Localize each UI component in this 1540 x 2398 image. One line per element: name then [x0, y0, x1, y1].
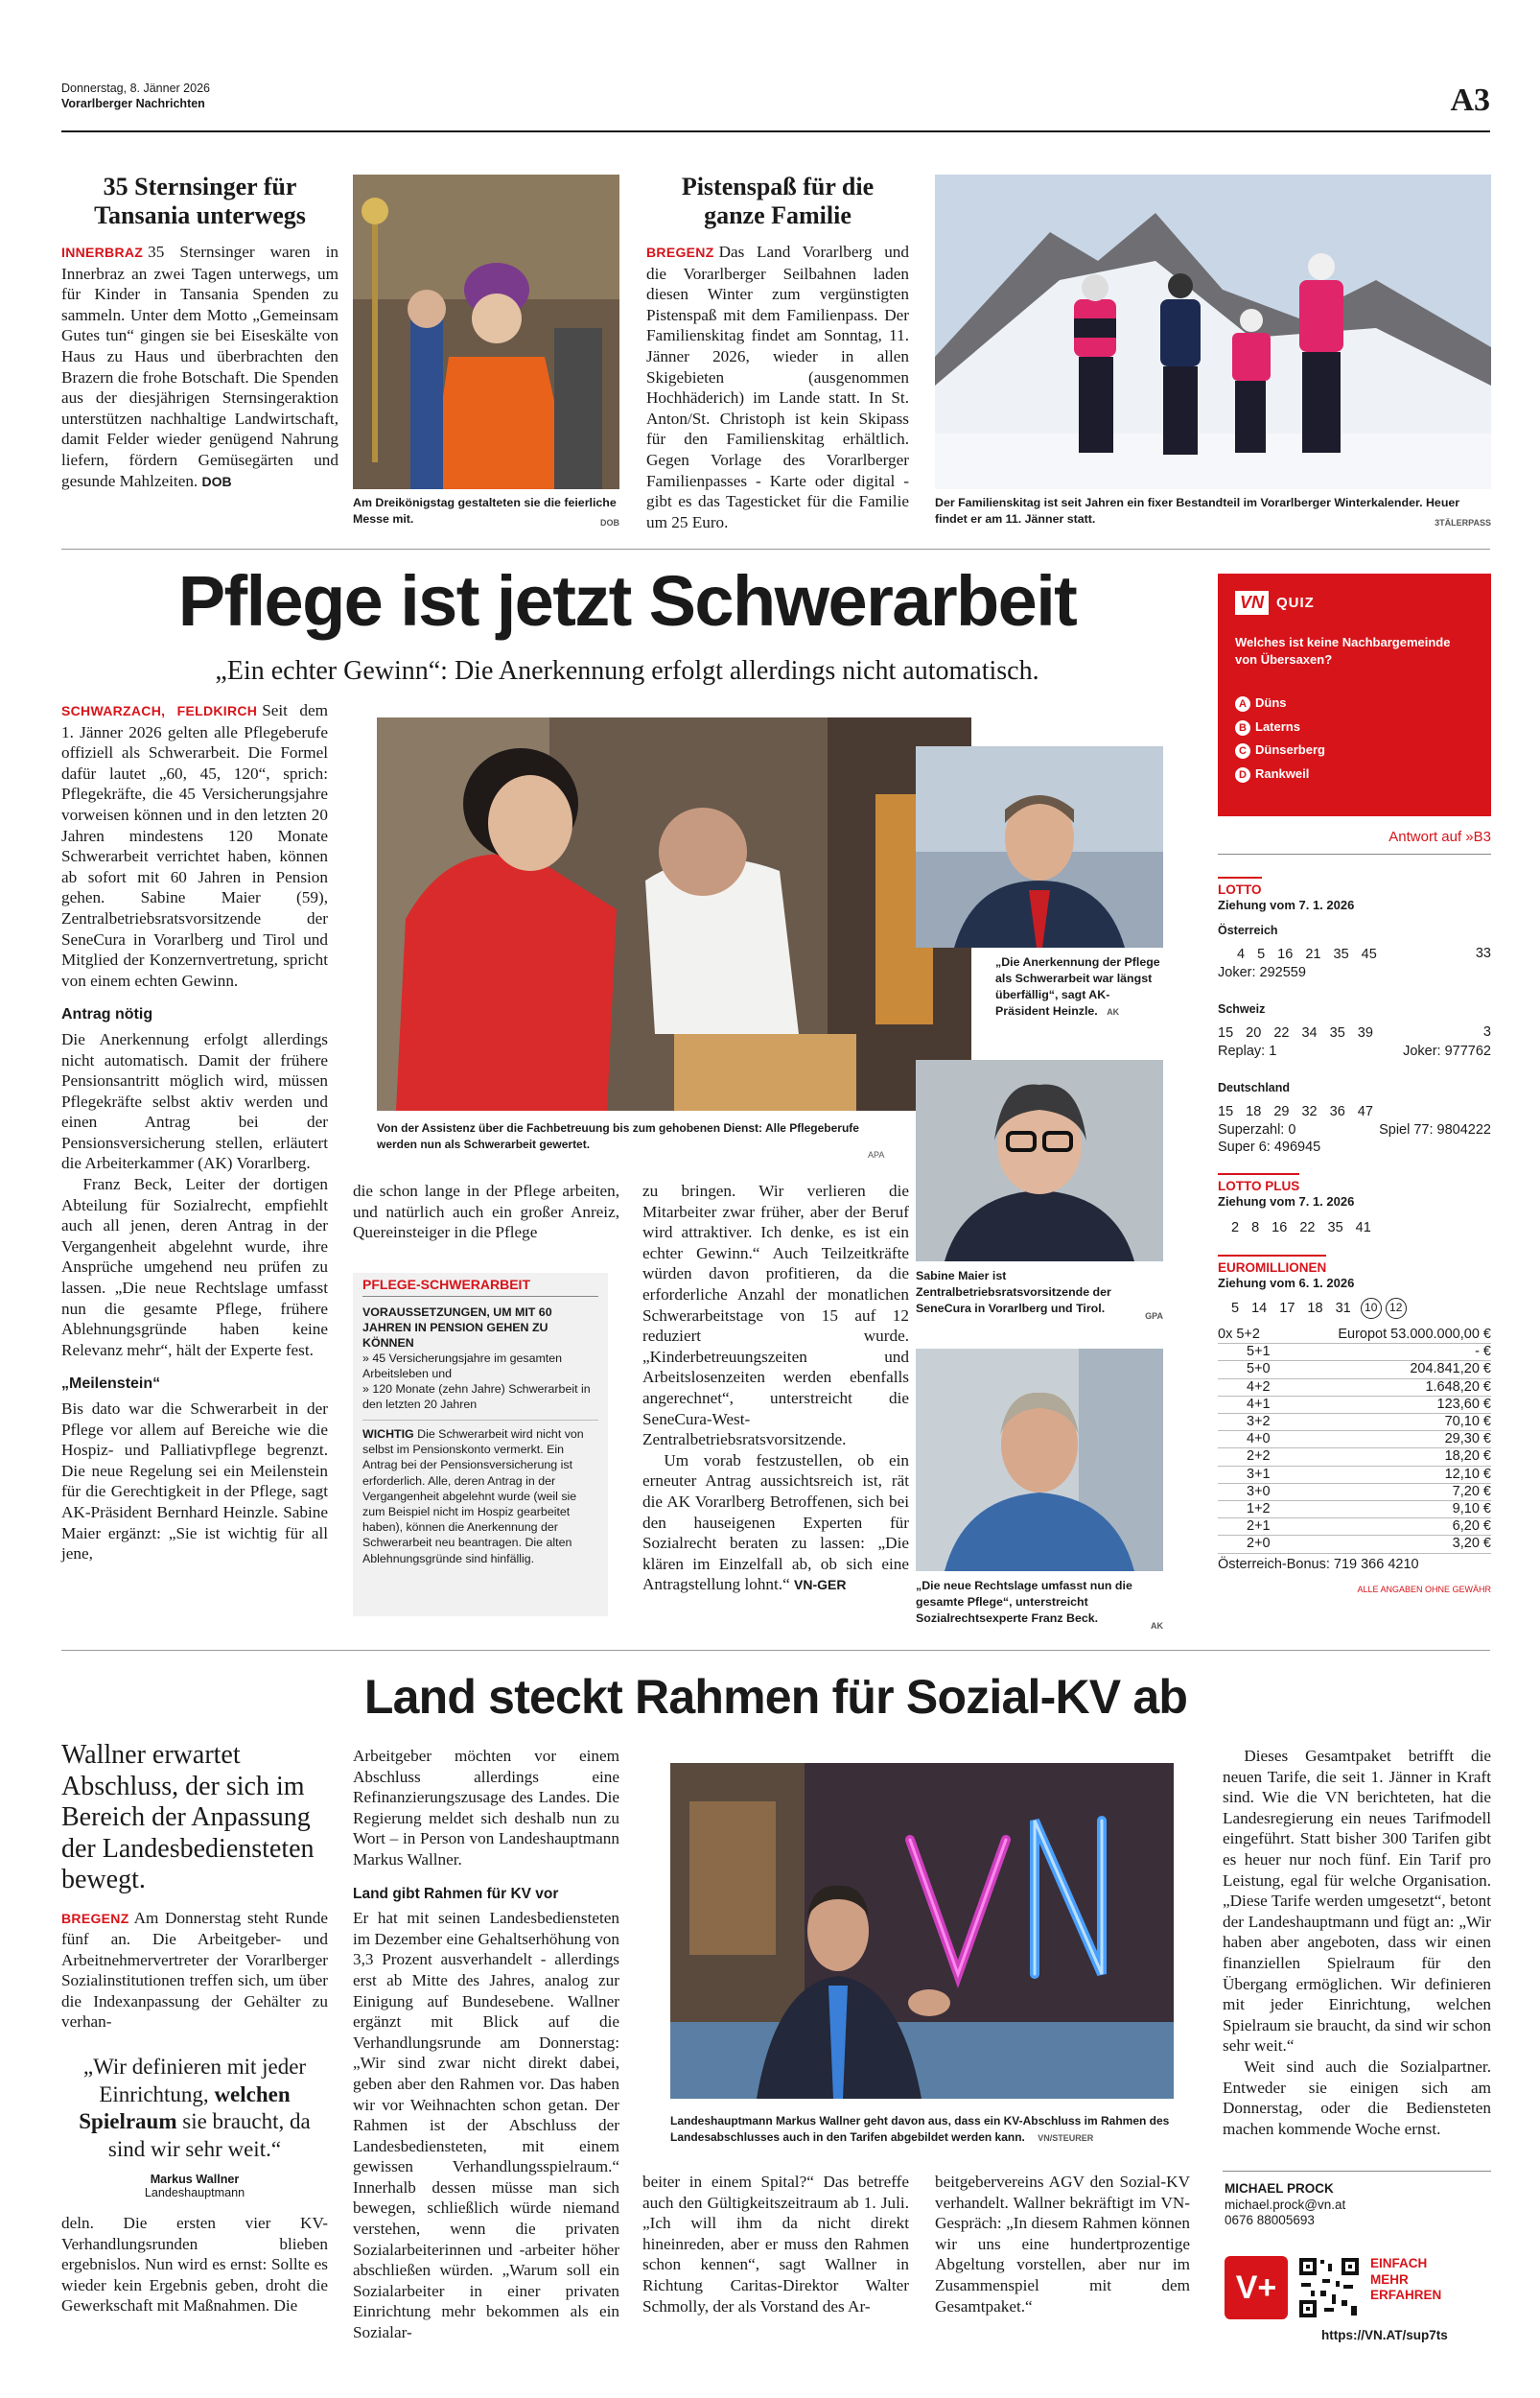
- lotto-title: LOTTO: [1218, 877, 1262, 897]
- lotto-plus-title: LOTTO PLUS: [1218, 1173, 1299, 1193]
- info-box-heading: VORAUSSETZUNGEN, UM MIT 60 JAHREN IN PENSION GEHEN ZU KÖNNEN: [362, 1305, 552, 1350]
- pflege-subhead-antrag: Antrag nötig: [61, 1006, 153, 1023]
- lotto-at-numbers: 4 5 16 21 35 45: [1237, 947, 1377, 962]
- info-box-wichtig: WICHTIG: [362, 1427, 414, 1441]
- sozial-col2: Arbeitgeber möchten vor einem Abschluss allerdings eine Refinanzierungszusage des Landes. Die Regierung meldet sich deshalb nun zu Wort – in Person von Landeshauptmann Markus Wallner. Land gibt Rahmen für KV vor Er hat mit seinen Landesbediensteten im Dezember eine Gehaltserhöhung von 3,3 Prozent ausverhandelt - allerdings erst ab Mitte des Jahres, analog zur Einigung auf Bundesebene. Wallner ergänzt mit Blick auf die Verhandlungsrunde am Donnerstag: „Wir sind zwar nicht direkt dabei, geben aber den Rahmen vor. Das haben wir vor Weihnachten schon getan. Der Rahmen ist der Abschluss der Landesbediensteten, mit einem gewissen Verhandlungsspielraum.“ Innerhalb dessen müsse man sich bewegen, schließlich würde niemand verstehen, wenn die privaten Sozialarbeiterinnen und -arbeiter höher abschließen würden. „Warum soll ein Sozialarbeiter in einer privaten Einrichtung mehr bekommen als ein Sozialar-: [353, 1747, 619, 2342]
- em-row: 3+2 70,10 €: [1218, 1414, 1491, 1431]
- sozial-pullquote: „Wir definieren mit jeder Einrichtung, welchen Spielraum sie braucht, da sind wir sehr weit.“ Markus Wallner Landeshauptmann: [79, 2055, 311, 2200]
- info-box-title: PFLEGE-SCHWERARBEIT: [362, 1277, 598, 1297]
- beck-photo: [916, 1349, 1163, 1571]
- pisten-title: Pistenspaß für die ganze Familie: [681, 173, 875, 229]
- author-name: MICHAEL PROCK: [1225, 2181, 1334, 2196]
- euromillionen-numbers: 5 14 17 18 31: [1231, 1301, 1351, 1316]
- header-publication: Vorarlberger Nachrichten: [61, 97, 205, 110]
- qr-code-icon: [1297, 2256, 1361, 2319]
- vn-logo: VN: [1235, 591, 1269, 615]
- lotto-section: LOTTO Ziehung vom 7. 1. 2026 Österreich 4 5 16 21 35 45 33 Joker: 292559 Schweiz 15 20 22 34 35 39 3 Replay: 1 Joker: 977762 Deutschland 15 18 29 32 36 47 Superzahl: 0 Spiel 77: 9804222 Super 6: 496945 LOTTO PLUS Ziehung vom 7. 1. 2026 2 8 16 22 35 41 EUROMILLIONEN Ziehung vom 6. 1. 2026 5 14 17 18 31 10 12 0x 5+2 Europot 53.000.000,00 € 5+1 - € 5+0 204.841,20 € 4+2 1.648,20 € 4+1 123,60 € 3+2 70,10 € 4+0 29,30 € 2+2 18,20 € 3+1 12,10 € 3+0 7,20 € 1+2 9,10 € 2+1 6,20 € 2+0 3,20 € Österreich-Bonus: 719 366 4210 ALLE ANGABEN OHNE GEWÄHR: [1218, 877, 1491, 1594]
- em-row: 5+1 - €: [1218, 1344, 1491, 1361]
- lotto-ch-numbers: 15 20 22 34 35 39: [1218, 1025, 1373, 1041]
- em-row: 2+1 6,20 €: [1218, 1518, 1491, 1536]
- pisten-article: [646, 173, 909, 532]
- beck-caption: „Die neue Rechtslage umfasst nun die gesamte Pflege“, unterstreicht Sozialrechtsexperte Franz Beck. AK: [916, 1579, 1163, 1631]
- pflege-col1: SCHWARZACH, FELDKIRCH Seit dem 1. Jänner 2026 gelten alle Pflegeberufe offiziell als Schwerarbeit. Die Formel dafür lautet „60, 45, 120“, sprich: Pflegekräfte, die 45 Versicherungsjahre vorweisen können und in den letzten 20 Jahren mindestens 120 Monate Schwerarbeit verrichtet haben, können ab sofort mit 60 Jahren in Pension gehen. Sabine Maier (59), Zentralbetriebsratsvorsitzende der SeneCura in Vorarlberg und Tirol und Mitglied der Konzernvertretung, spricht von einem echten Gewinn. Antrag nötig Die Anerkennung erfolgt allerdings nicht automatisch. Damit der frühere Pensionsantritt möglich wird, müssen Pflegekräfte selbst aktiv werden und einen Antrag bei der Pensionsversicherung stellen, erläutert die Arbeiterkammer (AK) Vorarlberg. Franz Beck, Leiter der dortigen Abteilung für Sozialrecht, empfiehlt auch all jenen, deren Antrag in der Vergangenheit abgelehnt wurde, ihre Ansprüche umgehend neu prüfen zu lassen. „Die neue Rechtslage umfasst nun die gesamte Pflege, frühere Ablehnungsgründe haben keine Relevanz mehr“, hält der Experte fest. „Meilenstein“ Bis dato war die Schwerarbeit in der Pflege vor allem auf Bereiche wie die Hospiz- und Palliativpflege begrenzt. Die neue Regelung sei ein Meilenstein für die Gerechtigkeit in der Pflege, sagt AK-Präsident Bernhard Heinzle. Sabine Maier ergänzt: „Sie ist wichtig für all jene,: [61, 701, 328, 1563]
- wallner-photo: [670, 1763, 1174, 2099]
- quiz-option-d[interactable]: D Rankweil: [1235, 763, 1474, 787]
- sternsinger-article: [61, 173, 338, 492]
- em-row: 4+0 29,30 €: [1218, 1431, 1491, 1448]
- author-rule: [1223, 2171, 1491, 2172]
- lotto-disclaimer: ALLE ANGABEN OHNE GEWÄHR: [1357, 1584, 1491, 1594]
- euromillionen-star-2: 12: [1386, 1298, 1407, 1319]
- vplus-logo: V+: [1225, 2256, 1288, 2319]
- pflege-subheadline: „Ein echter Gewinn“: Die Anerkennung erfolgt allerdings nicht automatisch.: [215, 656, 1039, 686]
- quiz-label: QUIZ: [1276, 595, 1315, 611]
- lotto-date: Ziehung vom 7. 1. 2026: [1218, 898, 1355, 912]
- pflege-subhead-meilenstein: „Meilenstein“: [61, 1375, 161, 1393]
- em-row: 0x 5+2 Europot 53.000.000,00 €: [1218, 1327, 1491, 1344]
- quiz-option-c[interactable]: C Dünserberg: [1235, 739, 1474, 763]
- pflege-headline: Pflege ist jetzt Schwerarbeit: [177, 561, 1077, 641]
- quiz-question: Welches ist keine Nachbargemeinde von Übersaxen?: [1235, 635, 1451, 667]
- pflege-col3: zu bringen. Wir verlieren die Mitarbeiter zwar früher, aber der Beruf wird attraktiver. Ich denke, es ist ein echter Gewinn.“ Auch Teilzeitkräfte würden davon profitieren, da die erforderliche Anzahl der monatlichen Schwerarbeitstage von 15 auf 12 reduziert wurde. „Kinderbetreuungszeiten und Arbeitslosenzeiten werden ebenfalls angerechnet“, unterstreicht die SeneCura-West-Zentralbetriebsratsvorsitzende. Um vorab festzustellen, ob ein erneuter Antrag aussichtsreich ist, rät die AK Vorarlberg Betroffenen, sich bei den hauseigenen Experten für Sozialrecht beraten zu lassen: „Die klären im Einzelfall ab, ob sich eine Antragstellung lohnt.“ VN-GER: [642, 1182, 909, 1594]
- sternsinger-photo: [353, 175, 619, 489]
- maier-caption: Sabine Maier ist Zentralbetriebsratsvorsitzende der SeneCura in Vorarlberg und Tirol. GPA: [916, 1269, 1163, 1321]
- quiz-answer-ref[interactable]: Antwort auf »B3: [1388, 829, 1491, 845]
- pflege-col2: die schon lange in der Pflege arbeiten, und natürlich auch ein großer Anreiz, Quereinsteiger in die Pflege: [353, 1182, 619, 1242]
- section-rule-2: [61, 1650, 1490, 1651]
- euromillionen-table: [1218, 1327, 1491, 1554]
- sternsinger-title: 35 Sternsinger für Tansania unterwegs: [94, 173, 306, 229]
- quiz-box: [1218, 574, 1491, 816]
- maier-photo: [916, 1060, 1163, 1261]
- vplus-url[interactable]: https://VN.AT/sup7ts: [1321, 2328, 1448, 2342]
- heinzle-photo: [916, 746, 1163, 948]
- pisten-body: BREGENZ Das Land Vorarlberg und die Vorarlberger Seilbahnen laden diesen Winter zum vergünstigten Pistenspaß mit dem Familienpass. Der Familienskitag findet am Sonntag, 11. Jänner 2026, wieder in allen Skigebieten (ausgenommen Hochhäderich) im Lande statt. In St. Anton/St. Christoph ist kein Skipass für den Familienskitag erhältlich. Gegen Vorlage des Vorarlberger Familienpasses - Karte oder digital - gibt es das Tagesticket für die Familie um 25 Euro.: [646, 243, 909, 531]
- sternsinger-body: INNERBRAZ 35 Sternsinger waren in Innerbraz an zwei Tagen unterwegs, um für Kinder in Tansania Spenden zu sammeln. Unter dem Motto „Gemeinsam Gutes tun“ gingen sie bei Eiseskälte von Haus zu Haus und überbrachten den Brazern die frohe Botschaft. Die Spenden aus der diesjährigen Sternsingeraktion unterstützen nachhaltige Landwirtschaft, damit Felder wieder genügend Nahrung liefern, fördern Gemüsegärten und gesunde Mahlzeiten. DOB: [61, 243, 338, 490]
- page-number: A3: [1450, 82, 1490, 118]
- em-row: 2+0 3,20 €: [1218, 1536, 1491, 1553]
- header-rule: [61, 130, 1490, 132]
- sozial-col5: Dieses Gesamtpaket betrifft die neuen Tarife, die seit 1. Jänner in Kraft sind. Wie die VN berichteten, hat die Landesregierung ein neues Tarifmodell eingeführt. Statt bisher 300 Tarifen gibt es heuer nur noch fünf. Ein Tarif pro Leistung, egal für welche Organisation. „Diese Tarife werden umgesetzt“, betont der Landeshauptmann und fügt an: „Wir haben aber angeboten, dass wir einen finanziellen Spielraum für den Übergang ermöglichen. Wir definieren mit jeder Einrichtung, welchen Spielraum sie braucht, da sind wir schon sehr weit.“ Weit sind auch die Sozialpartner. Entweder sie einigen sich am Donnerstag, oder die Bediensteten machen kommende Woche ernst.: [1223, 1747, 1491, 2138]
- header-date: Donnerstag, 8. Jänner 2026: [61, 82, 210, 95]
- pflege-main-photo: [377, 717, 971, 1111]
- em-row: 3+0 7,20 €: [1218, 1484, 1491, 1501]
- lotto-plus-numbers: 2 8 16 22 35 41: [1231, 1220, 1371, 1235]
- pflege-main-credit: APA: [868, 1150, 885, 1160]
- em-row: 2+2 18,20 €: [1218, 1448, 1491, 1466]
- quiz-rule: [1218, 854, 1491, 855]
- author-phone: 0676 88005693: [1225, 2213, 1315, 2227]
- sozial-lead: Wallner erwartet Abschluss, der sich im Bereich der Anpassung der Landesbediensteten bewegt.: [61, 1740, 315, 1894]
- quiz-option-b[interactable]: B Laterns: [1235, 716, 1474, 740]
- author-email[interactable]: michael.prock@vn.at: [1225, 2197, 1346, 2212]
- pflege-main-caption: Von der Assistenz über die Fachbetreuung bis zum gehobenen Dienst: Alle Pflegeberufe werden nun als Schwerarbeit gewertet.: [377, 1121, 859, 1151]
- sozial-headline: Land steckt Rahmen für Sozial-KV ab: [363, 1670, 1188, 1724]
- sternsinger-caption: Am Dreikönigstag gestalteten sie die feierliche Messe mit. DOB: [353, 496, 619, 528]
- em-row: 1+2 9,10 €: [1218, 1501, 1491, 1518]
- euromillionen-bonus: Österreich-Bonus: 719 366 4210: [1218, 1556, 1419, 1572]
- em-row: 3+1 12,10 €: [1218, 1467, 1491, 1484]
- sozial-col4: beitgebervereins AGV den Sozial-KV verhandelt. Wallner bekräftigt im VN-Gespräch: „In diesem Rahmen können wir uns eine hundertprozentige Abgeltung vorstellen, aber nur im Zusammenspiel mit dem Gesamtpaket.“: [935, 2173, 1190, 2316]
- quiz-option-a[interactable]: A Düns: [1235, 692, 1474, 716]
- sozial-col1: Wallner erwartet Abschluss, der sich im Bereich der Anpassung der Landesbediensteten bewegt. BREGENZ Am Donnerstag steht Runde fünf an. Die Arbeitgeber- und Arbeitnehmervertreter der Vorarlberger Sozialinstitutionen treffen sich, um über die Indexanpassung der Gehälter zu verhan- „Wir definieren mit jeder Einrichtung, welchen Spielraum sie braucht, da sind wir sehr weit.“ Markus Wallner Landeshauptmann deln. Die ersten vier KV-Verhandlungsrunden blieben ergebnislos. Nun wird es ernst: Sollte es wieder kein Ergebnis geben, droht die Gewerkschaft mit Maßnahmen. Die: [61, 1740, 328, 2316]
- em-row: 4+2 1.648,20 €: [1218, 1379, 1491, 1397]
- wallner-caption: Landeshauptmann Markus Wallner geht davon aus, dass ein KV-Abschluss im Rahmen des Landesabschlusses auch in den Tarifen abgebildet werden kann. VN/STEURER: [670, 2114, 1170, 2144]
- pflege-info-box: PFLEGE-SCHWERARBEIT VORAUSSETZUNGEN, UM MIT 60 JAHREN IN PENSION GEHEN ZU KÖNNEN » 45 Versicherungsjahre im gesamten Arbeitsleben und » 120 Monate (zehn Jahre) Schwerarbeit in den letzten 20 Jahren WICHTIG Die Schwerarbeit wird nicht von selbst im Pensionskonto vermerkt. Ein Antrag bei der Pensionsversicherung ist erforderlich. Alle, deren Antrag in der Vergangenheit abgelehnt wurde (weil sie zum Beispiel nicht im Hospiz gearbeitet haben), können die Anerkennung der Schwerarbeit neu beantragen. Die alten Ablehnungsgründe sind hinfällig.: [353, 1273, 608, 1616]
- pisten-caption: Der Familienskitag ist seit Jahren ein fixer Bestandteil im Vorarlberger Winterkalender. Heuer findet er am 11. Jänner statt. 3TÄLERPASS: [935, 496, 1491, 528]
- em-row: 4+1 123,60 €: [1218, 1397, 1491, 1414]
- section-rule-1: [61, 549, 1490, 550]
- info-box-item-2: » 120 Monate (zehn Jahre) Schwerarbeit in den letzten 20 Jahren: [362, 1382, 591, 1411]
- lotto-de-numbers: 15 18 29 32 36 47: [1218, 1104, 1373, 1119]
- euromillionen-star-1: 10: [1361, 1298, 1382, 1319]
- pisten-photo: [935, 175, 1491, 489]
- author-block: [1225, 2181, 1491, 2229]
- heinzle-caption: „Die Anerkennung der Pflege als Schwerarbeit war längst überfällig“, sagt AK-Präsident Heinzle. AK: [995, 955, 1160, 1018]
- quiz-options: [1235, 692, 1474, 786]
- em-row: 5+0 204.841,20 €: [1218, 1361, 1491, 1378]
- info-box-item-1: » 45 Versicherungsjahre im gesamten Arbeitsleben und: [362, 1352, 563, 1380]
- sozial-col3: beiter in einem Spital?“ Das betreffe auch den Gültigkeitszeitraum ab 1. Juli. „Ich will ihm da nicht direkt hineinreden, aber er muss den Rahmen schon kennen“, sagt Wallner in Richtung Caritas-Direktor Walter Schmolly, der als Vorstand des Ar-: [642, 2173, 909, 2316]
- vplus-tagline: EINFACH MEHR ERFAHREN: [1370, 2256, 1442, 2302]
- euromillionen-title: EUROMILLIONEN: [1218, 1255, 1326, 1275]
